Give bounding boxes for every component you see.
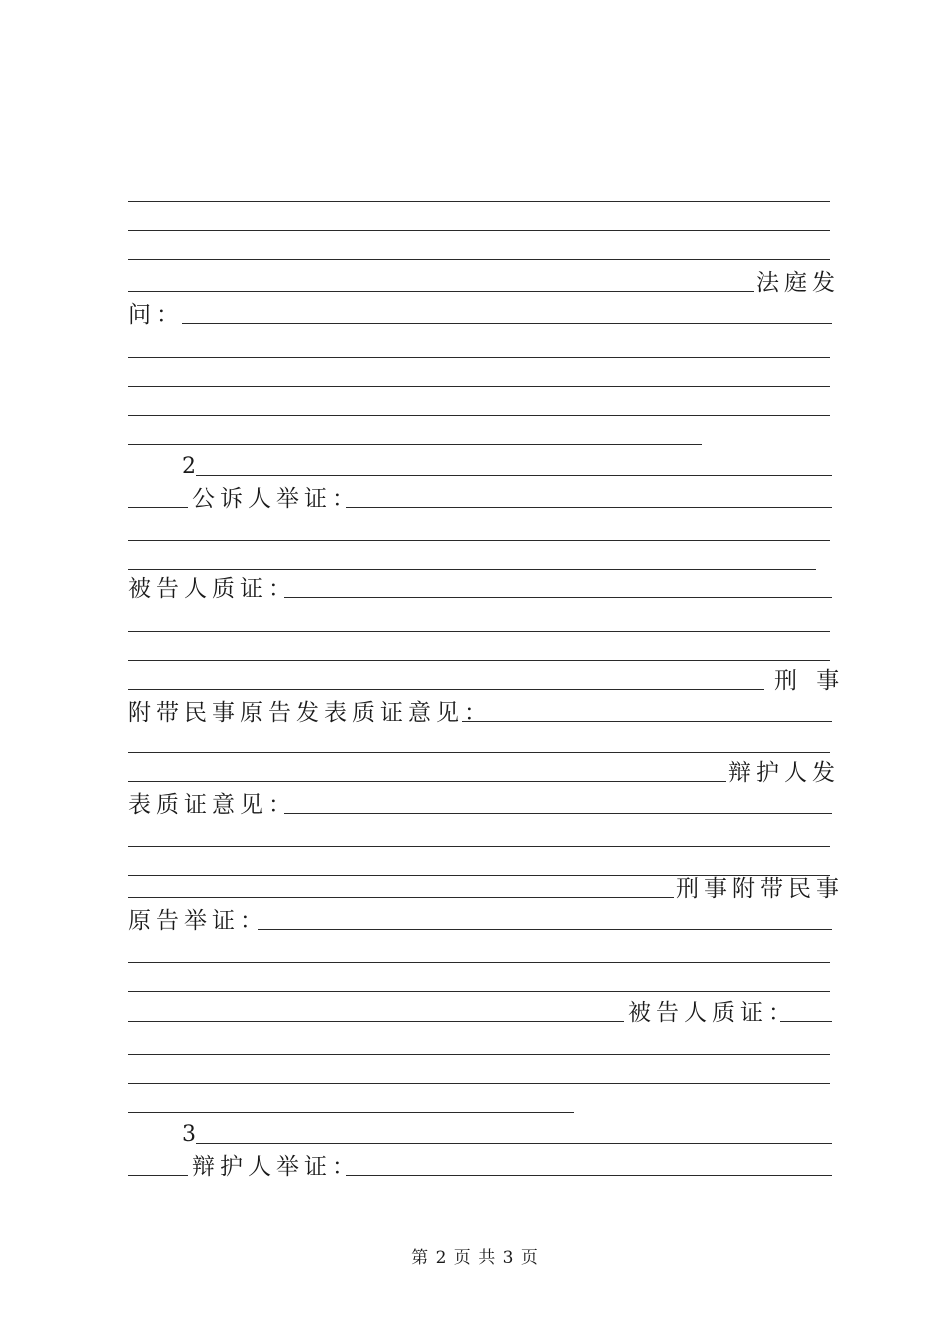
civil-plaintiff-evidence-label-a: 刑事附带民事 [676, 876, 844, 902]
defender-evidence-row [128, 1152, 832, 1182]
defender-opinion-label-a: 辩护人发 [728, 760, 840, 786]
blank-line[interactable] [128, 1175, 188, 1176]
answer-line[interactable] [346, 507, 832, 508]
blank-line[interactable] [128, 363, 832, 393]
item-3-row [128, 1120, 832, 1150]
civil-plaintiff-opinion-row-2 [128, 698, 832, 728]
blank-line[interactable] [128, 334, 832, 364]
prosecutor-evidence-row [128, 484, 832, 514]
item-2-number: 2 [182, 454, 196, 479]
blank-line[interactable] [128, 823, 832, 853]
item-3-number: 3 [182, 1122, 196, 1147]
blank-line[interactable] [128, 207, 832, 237]
blank-line[interactable] [128, 689, 764, 690]
civil-plaintiff-evidence-label-b: 原告举证： [128, 908, 268, 934]
defender-opinion-row [128, 758, 840, 788]
civil-plaintiff-opinion-row [128, 666, 846, 696]
answer-line[interactable] [462, 721, 832, 722]
item-3-line[interactable] [196, 1143, 832, 1144]
blank-line[interactable] [128, 236, 832, 266]
answer-line[interactable] [258, 929, 832, 930]
blank-line[interactable] [128, 968, 832, 998]
defender-evidence-label: 辩护人举证： [192, 1154, 360, 1180]
blank-line[interactable] [128, 1031, 832, 1061]
answer-line[interactable] [284, 597, 832, 598]
civil-plaintiff-opinion-label-a: 刑 事 [774, 668, 846, 694]
answer-line[interactable] [346, 1175, 832, 1176]
item-2-line[interactable] [196, 475, 832, 476]
blank-line[interactable] [128, 897, 674, 898]
answer-line[interactable] [182, 323, 832, 324]
blank-line[interactable] [128, 729, 832, 759]
blank-line[interactable] [128, 517, 832, 547]
blank-line[interactable] [128, 1060, 832, 1090]
court-question-label-b: 问： [128, 302, 184, 328]
defendant-crossexam-label-2: 被告人质证： [628, 1000, 796, 1026]
page-number: 第 2 页 共 3 页 [411, 1248, 539, 1268]
defender-opinion-row-2 [128, 790, 832, 820]
defendant-crossexam-label-1: 被告人质证： [128, 576, 296, 602]
blank-line[interactable] [128, 546, 832, 576]
answer-line[interactable] [780, 1021, 832, 1022]
court-question-label-a: 法庭发 [756, 270, 840, 296]
defendant-crossexam-row-2 [128, 998, 832, 1028]
answer-line[interactable] [284, 813, 832, 814]
blank-line[interactable] [128, 178, 832, 208]
civil-plaintiff-opinion-label-b: 附带民事原告发表质证意见： [128, 700, 492, 726]
blank-line[interactable] [128, 392, 832, 422]
blank-line[interactable] [128, 507, 188, 508]
blank-line[interactable] [128, 421, 832, 451]
blank-line[interactable] [128, 939, 832, 969]
court-question-row [128, 268, 840, 298]
blank-line[interactable] [128, 291, 754, 292]
item-2-row [128, 452, 832, 482]
defender-opinion-label-b: 表质证意见： [128, 792, 296, 818]
defendant-crossexam-row-1 [128, 574, 832, 604]
blank-line[interactable] [128, 637, 832, 667]
civil-plaintiff-evidence-row [128, 874, 844, 904]
blank-line[interactable] [128, 781, 726, 782]
court-question-row-2 [128, 300, 832, 330]
blank-line[interactable] [128, 608, 832, 638]
civil-plaintiff-evidence-row-2 [128, 906, 832, 936]
prosecutor-evidence-label: 公诉人举证： [192, 486, 360, 512]
blank-line[interactable] [128, 1089, 832, 1119]
blank-line[interactable] [128, 1021, 624, 1022]
